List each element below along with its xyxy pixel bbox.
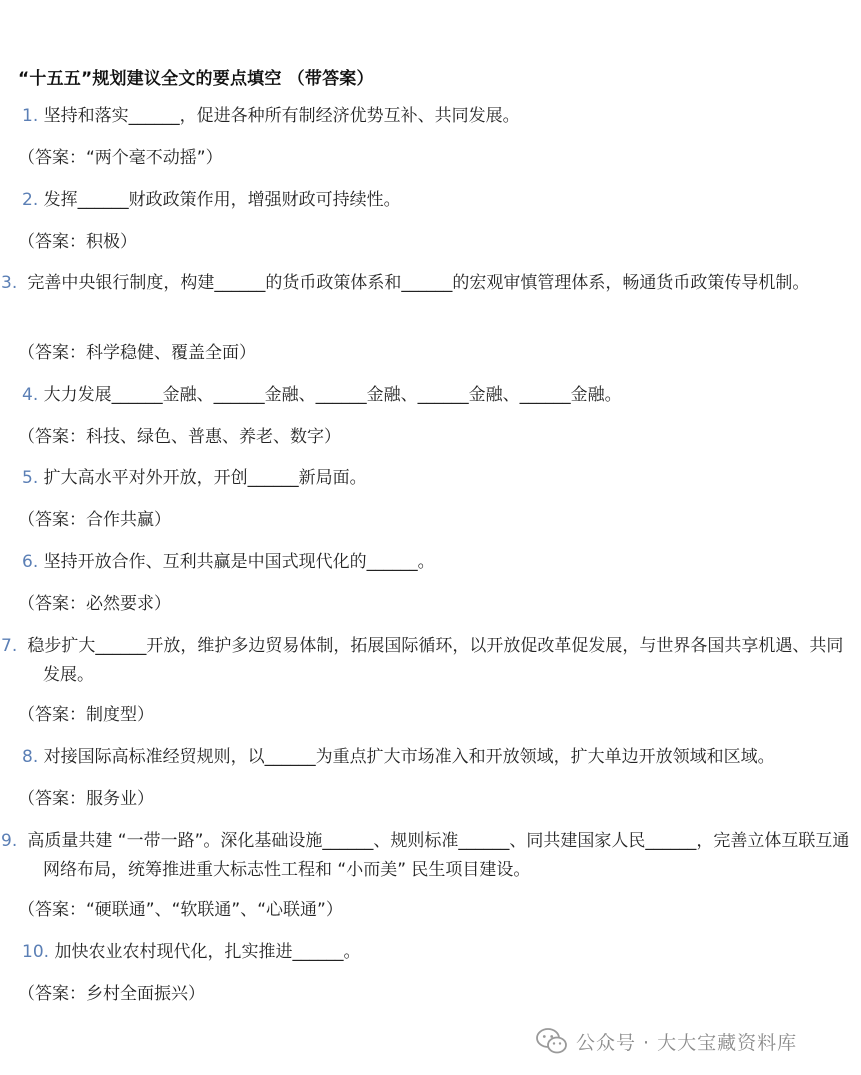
question-number: 5. — [22, 468, 39, 488]
answer-text: （答案：科学稳健、覆盖全面） — [18, 343, 256, 363]
answer-text: （答案：乡村全面振兴） — [18, 984, 205, 1004]
answer-text: （答案：“两个毫不动摇”） — [18, 148, 223, 168]
question-number: 1. — [22, 106, 39, 126]
question-number: 8. — [22, 747, 39, 767]
question-item: 7. 稳步扩大______开放，维护多边贸易体制，拓展国际循环，以开放促改革促发展，与世界各国共享机遇、共同发展。 — [1, 636, 844, 685]
answer-text: （答案：积极） — [18, 232, 137, 252]
question-number: 6. — [22, 552, 39, 572]
question-text: 大力发展______金融、______金融、______金融、______金融、______金融。 — [43, 385, 622, 405]
question-text: 坚持开放合作、互利共赢是中国式现代化的______。 — [43, 552, 435, 572]
question-text: 稳步扩大______开放，维护多边贸易体制，拓展国际循环，以开放促改革促发展，与世界各国共享机遇、共同发展。 — [27, 636, 844, 685]
question-item — [22, 381, 858, 410]
question-text: 坚持和落实______，促进各种所有制经济优势互补、共同发展。 — [43, 106, 520, 126]
answer-text: （答案：科技、绿色、普惠、养老、数字） — [18, 427, 341, 447]
wechat-icon — [536, 1027, 568, 1055]
question-text: 加快农业农村现代化，扎实推进______。 — [54, 942, 361, 962]
question-number: 10. — [22, 942, 50, 962]
question-text: 发挥______财政政策作用，增强财政可持续性。 — [43, 190, 401, 210]
watermark — [536, 1024, 797, 1058]
question-item — [22, 102, 858, 131]
question-item — [22, 938, 858, 967]
question-number: 2. — [22, 190, 39, 210]
question-text: 高质量共建 “一带一路”。深化基础设施______、规则标准______、同共建国家人民______，完善立体互联互通网络布局，统筹推进重大标志性工程和 “小而美” 民生项目建设。 — [27, 831, 850, 880]
question-item — [22, 548, 858, 577]
question-text: 完善中央银行制度，构建______的货币政策体系和______的宏观审慎管理体系，畅通货币政策传导机制。 — [27, 273, 810, 293]
answer-text: （答案：“硬联通”、“软联通”、“心联通”） — [18, 900, 343, 920]
answer-text: （答案：合作共赢） — [18, 510, 171, 530]
answer-text: （答案：服务业） — [18, 789, 154, 809]
watermark-text: 公众号 · 大大宝藏资料库 — [576, 1031, 798, 1054]
question-item: 9. 高质量共建 “一带一路”。深化基础设施______、规则标准______、同共建国家人民______，完善立体互联互通网络布局，统筹推进重大标志性工程和 “小而美” 民生项目建设。 — [1, 831, 850, 880]
question-item — [22, 464, 858, 493]
answer-text: （答案：制度型） — [18, 705, 154, 725]
question-item — [22, 743, 858, 772]
page-title: “十五五”规划建议全文的要点填空 （带答案） — [18, 69, 374, 89]
answer-text: （答案：必然要求） — [18, 594, 171, 614]
question-item — [22, 186, 858, 215]
question-text: 扩大高水平对外开放，开创______新局面。 — [43, 468, 367, 488]
question-text: 对接国际高标准经贸规则，以______为重点扩大市场准入和开放领域，扩大单边开放领域和区域。 — [43, 747, 775, 767]
question-number: 4. — [22, 385, 39, 405]
question-item: 3. 完善中央银行制度，构建______的货币政策体系和______的宏观审慎管理体系，畅通货币政策传导机制。 — [1, 273, 810, 293]
